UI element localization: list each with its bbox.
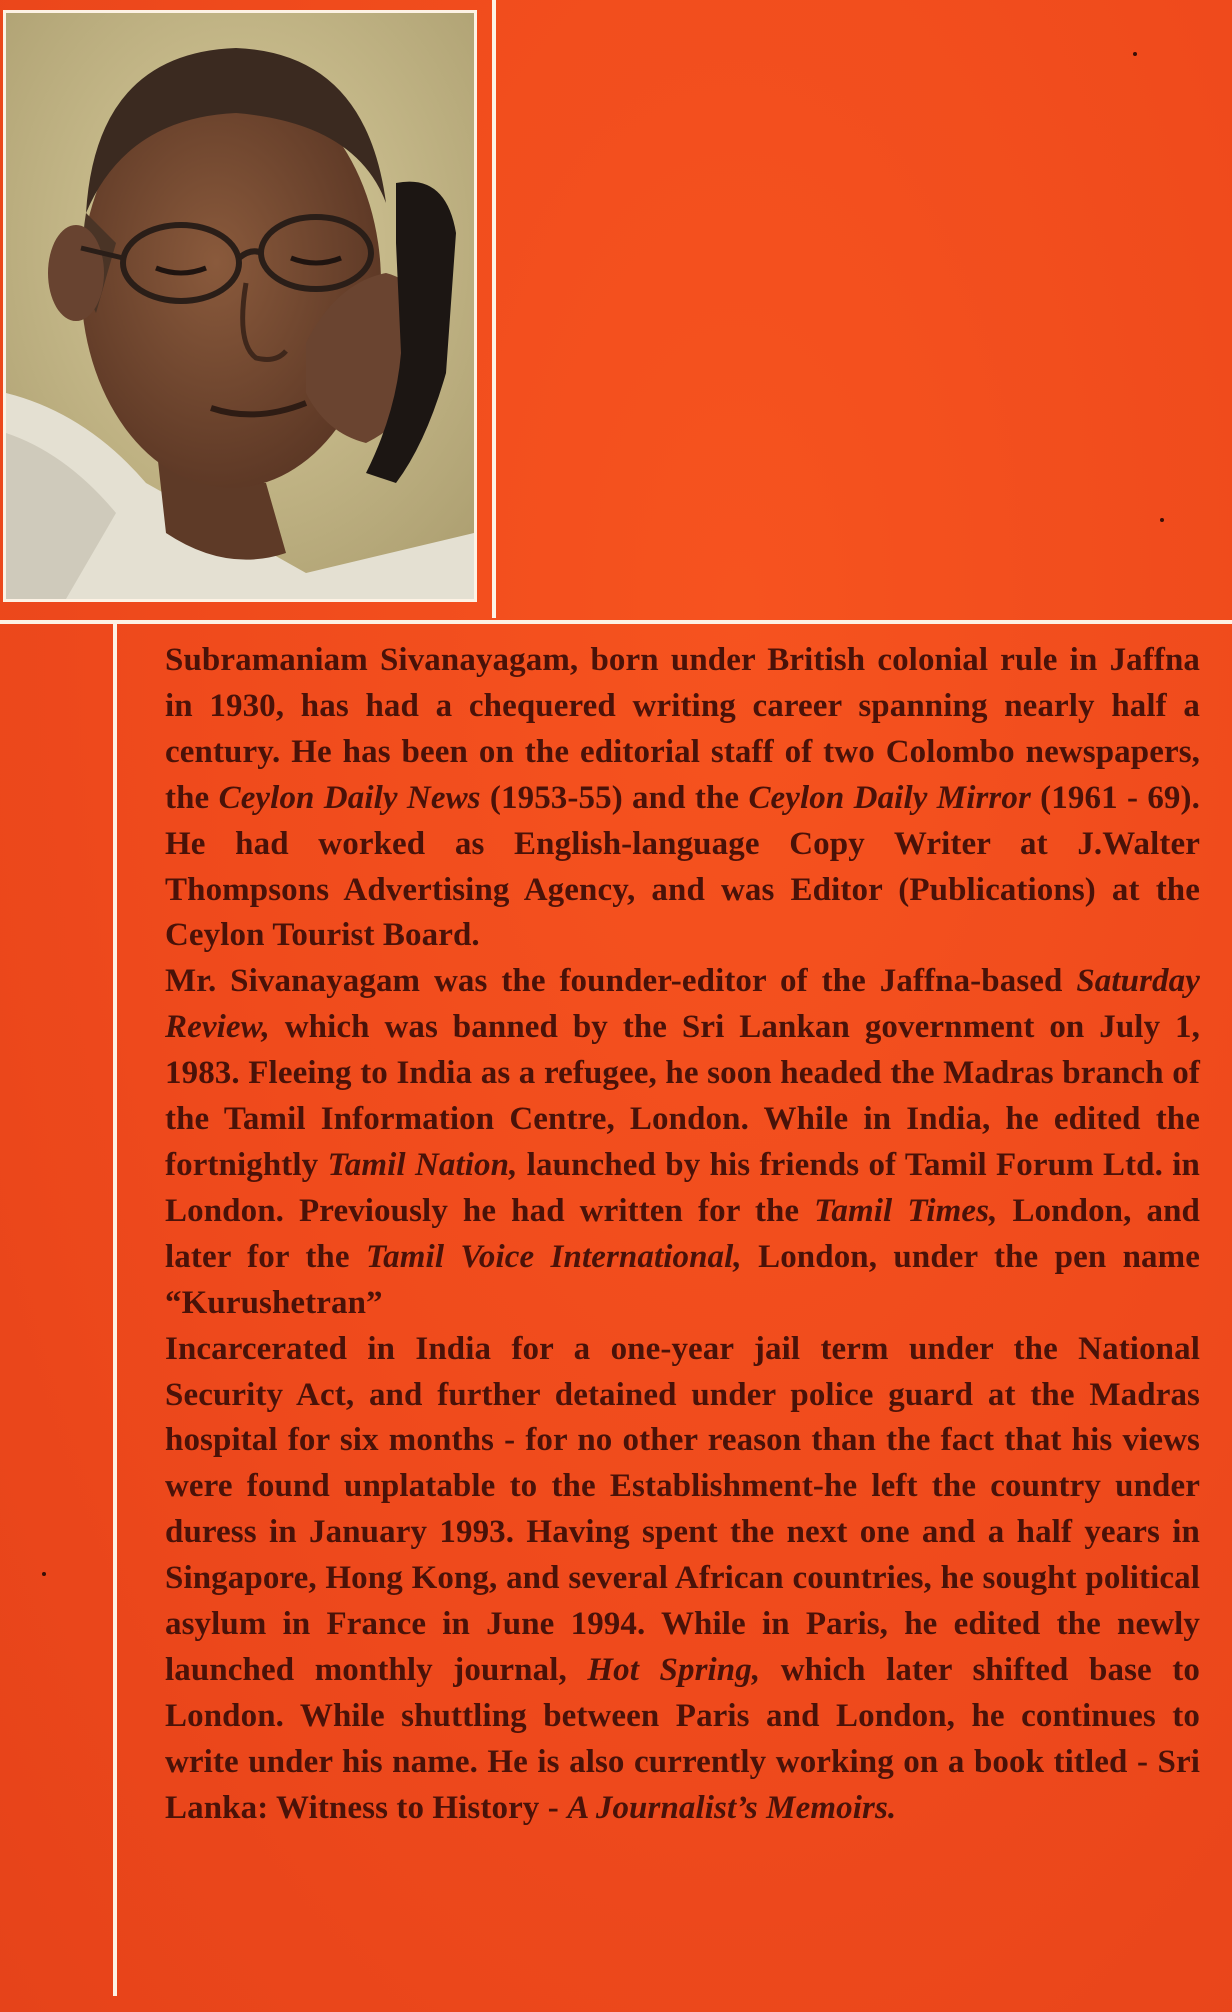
publication-title: Tamil Nation, bbox=[327, 1146, 518, 1183]
print-speck bbox=[1133, 52, 1137, 56]
vertical-rule-top bbox=[492, 0, 496, 618]
publication-title: Ceylon Daily Mirror bbox=[748, 779, 1031, 816]
print-speck bbox=[42, 1572, 46, 1576]
print-speck bbox=[1160, 518, 1164, 522]
publication-title: Tamil Times, bbox=[814, 1192, 998, 1229]
author-photo bbox=[3, 10, 477, 602]
bio-paragraph-editorship: Mr. Sivanayagam was the founder-editor of the Jaffna-based Saturday Review, which was banned by the Sri Lankan government on July 1, 1983. Fleeing to India as a refugee, he soon headed the Madras branch of the Tamil Information Centre, London. While in India, he edited the fortnightly Tamil Nation, launched by his friends of Tamil Forum Ltd. in London. Previously he had written for the Tamil Times, London, and later for the Tamil Voice International, London, under the pen name “Kurushetran” bbox=[165, 963, 1200, 1321]
author-biography bbox=[165, 638, 1200, 1832]
horizontal-rule bbox=[0, 620, 1232, 624]
publication-title: Ceylon Daily News bbox=[218, 779, 481, 816]
publication-title: Tamil Voice International, bbox=[365, 1238, 742, 1275]
bio-paragraph-early-career: Subramaniam Sivanayagam, born under British colonial rule in Jaffna in 1930, has had a chequered writing career spanning nearly half a century. He has been on the editorial staff of two Colombo newspapers, the Ceylon Daily News (1953-55) and the Ceylon Daily Mirror (1961 - 69). He had worked as English-language Copy Writer at J.Walter Thompsons Advertising Agency, and was Editor (Publications) at the Ceylon Tourist Board. bbox=[165, 642, 1200, 954]
vertical-rule-left bbox=[113, 624, 117, 1996]
book-subtitle: A Journalist’s Memoirs. bbox=[567, 1789, 897, 1826]
bio-paragraph-exile: Incarcerated in India for a one-year jail term under the National Security Act, and further detained under police guard at the Madras hospital for six months - for no other reason than the fact that his views were found unplatable to the Establishment-he left the country under duress in January 1993. Having spent the next one and a half years in Singapore, Hong Kong, and several African countries, he sought political asylum in France in June 1994. While in Paris, he edited the newly launched monthly journal, Hot Spring, which later shifted base to London. While shuttling between Paris and London, he continues to write under his name. He is also currently working on a book titled - Sri Lanka: Witness to History - A Journalist’s Memoirs. bbox=[165, 1330, 1200, 1826]
publication-title: Hot Spring, bbox=[587, 1651, 761, 1688]
author-portrait-illustration bbox=[6, 13, 474, 599]
publication-title: Saturday Review, bbox=[165, 963, 1200, 1046]
ear-shape bbox=[48, 225, 104, 321]
